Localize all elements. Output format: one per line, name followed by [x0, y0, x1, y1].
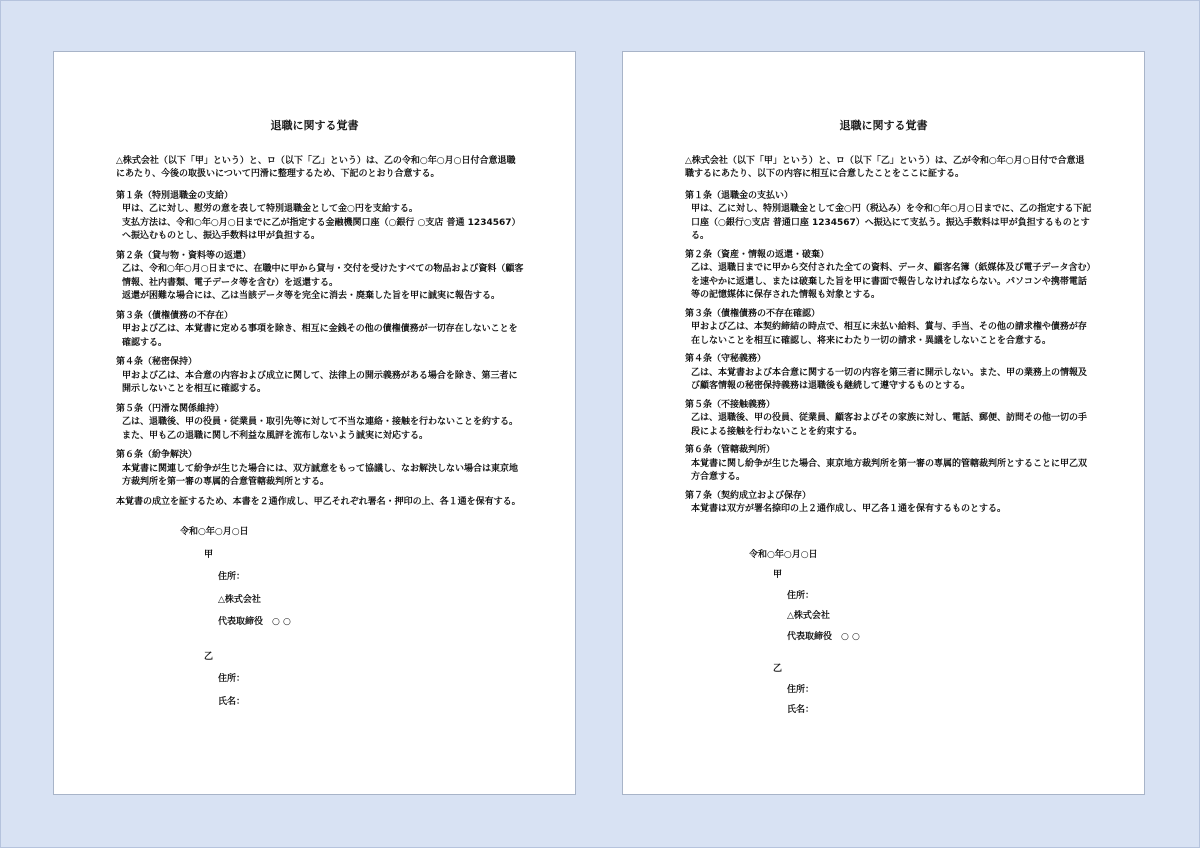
signing-date: 令和○年○月○日 [180, 527, 249, 537]
signature-block [116, 521, 575, 713]
intro-paragraph: △株式会社（以下「甲」という）と、ロ（以下「乙」という）は、乙の令和○年○月○日付合意退職にあたり、今後の取扱いについて円滑に整理するため、下記のとおり合意する。 [116, 155, 516, 179]
clause-text: 本覚書に関し紛争が生じた場合、東京地方裁判所を第一審の専属的管轄裁判所とすることに甲乙双方合意する。 [691, 458, 1088, 482]
party-a-representative: 代表取締役 ○ ○ [787, 631, 860, 642]
clause-text: 本覚書に関連して紛争が生じた場合には、双方誠意をもって協議し、なお解決しない場合は東京地方裁判所を第一審の専属的合意管轄裁判所とする。 [122, 463, 519, 487]
clause-heading: 第５条（不接触義務） [685, 399, 776, 410]
document-page-right [622, 51, 1145, 795]
clause-4 [685, 353, 1093, 394]
clause-text: 乙は、退職後、甲の役員・従業員・取引先等に対して不当な連絡・接触を行わないことを約する。 [122, 417, 519, 427]
signature-block [685, 545, 1144, 721]
clause-3 [116, 310, 524, 351]
clause-text: 支払方法は、令和○年○月○日までに乙が指定する金融機関口座（○銀行 ○支店 普通 1234567）へ振込むものとし、振込手数料は甲が負担する。 [122, 217, 521, 241]
intro-paragraph: △株式会社（以下「甲」という）と、ロ（以下「乙」という）は、乙が令和○年○月○日付で合意退職するにあたり、以下の内容に相互に合意したことをここに証する。 [685, 155, 1085, 179]
clause-6 [685, 444, 1093, 485]
clause-heading: 第１条（特別退職金の支給） [116, 190, 234, 201]
closing-paragraph: 本覚書の成立を証するため、本書を２通作成し、甲乙それぞれ署名・押印の上、各１通を保有する。 [116, 496, 521, 507]
clause-text: また、甲も乙の退職に関し不利益な風評を流布しないよう誠実に対応する。 [122, 430, 429, 441]
clause-heading: 第６条（管轄裁判所） [685, 445, 776, 455]
clause-text: 甲は、乙に対し、慰労の意を表して特別退職金として金○円を支給する。 [122, 204, 418, 214]
party-b-label: 乙 [204, 651, 214, 662]
clause-6 [116, 449, 524, 490]
document-page-left [53, 51, 576, 795]
clause-heading: 第４条（秘密保持） [116, 357, 198, 367]
clause-text: 甲および乙は、本契約締結の時点で、相互に未払い給料、賞与、手当、その他の請求権や債務が存在しないことを相互に確認し、将来にわたり一切の請求・異議をしないことを合意する。 [691, 322, 1087, 346]
clause-text: 乙は、退職後、甲の役員、従業員、顧客およびその家族に対し、電話、郵便、訪問その他一切の手段による接触を行わないことを約束する。 [691, 413, 1088, 437]
clause-heading: 第３条（債権債務の不存在確認） [685, 308, 821, 319]
party-b-label: 乙 [773, 664, 783, 674]
clause-heading: 第１条（退職金の支払い） [685, 190, 794, 201]
party-a-company: △株式会社 [218, 594, 261, 605]
clause-heading: 第２条（貸与物・資料等の返還） [116, 250, 252, 261]
clause-2 [116, 250, 524, 304]
clause-text: 乙は、令和○年○月○日までに、在職中に甲から貸与・交付を受けたすべての物品および資料（顧客情報、社内書類、電子データ等を含む）を返還する。 [122, 264, 524, 288]
clause-heading: 第７条（契約成立および保存） [685, 490, 812, 501]
party-b-name: 氏名： [218, 696, 246, 707]
party-a-address: 住所： [218, 572, 246, 582]
party-a-company: △株式会社 [787, 611, 830, 621]
clause-7 [685, 490, 1093, 517]
clause-1 [685, 190, 1093, 244]
clause-heading: 第２条（資産・情報の返還・破棄） [685, 249, 830, 260]
clause-1 [116, 190, 524, 244]
clause-4 [116, 356, 524, 397]
party-b-name: 氏名： [787, 705, 815, 715]
clause-text: 甲および乙は、本覚書に定める事項を除き、相互に金銭その他の債権債務が一切存在しないことを確認する。 [122, 324, 518, 348]
party-a-representative: 代表取締役 ○ ○ [218, 617, 291, 627]
clause-heading: 第３条（債権債務の不存在） [116, 310, 234, 321]
signing-date: 令和○年○月○日 [749, 549, 818, 560]
clause-3 [685, 308, 1093, 349]
clause-5 [685, 399, 1093, 440]
clause-text: 乙は、本覚書および本合意に関する一切の内容を第三者に開示しない。また、甲の業務上の情報及び顧客情報の秘密保持義務は退職後も継続して遵守するものとする。 [691, 367, 1088, 391]
clause-heading: 第４条（守秘義務） [685, 354, 767, 364]
clause-text: 乙は、退職日までに甲から交付された全ての資料、データ、顧客名簿（紙媒体及び電子データ含む）を速やかに返還し、または破棄した旨を甲に書面で報告しなければならない。パソコンや携帯電話等の記憶媒体に保存された情報も対象とする。 [691, 263, 1091, 300]
clause-2 [685, 249, 1093, 303]
clause-text: 返還が困難な場合には、乙は当該データ等を完全に消去・廃棄した旨を甲に誠実に報告する。 [122, 291, 501, 301]
party-a-label: 甲 [773, 570, 783, 580]
clause-heading: 第６条（紛争解決） [116, 450, 198, 460]
party-b-address: 住所： [218, 674, 246, 684]
party-b-address: 住所： [787, 684, 815, 695]
clause-text: 本覚書は双方が署名捺印の上２通作成し、甲乙各１通を保有するものとする。 [691, 504, 1007, 514]
clause-heading: 第５条（円滑な関係維持） [116, 403, 225, 414]
page-title: 退職に関する覚書 [839, 119, 928, 132]
party-a-label: 甲 [204, 549, 214, 560]
clause-5 [116, 403, 524, 444]
clause-text: 甲は、乙に対し、特別退職金として金○円（税込み）を令和○年○月○日までに、乙の指定する下記口座（○銀行○支店 普通口座 1234567）へ振込にて支払う。振込手数料は甲が負担するものとする。 [691, 204, 1092, 241]
page-title: 退職に関する覚書 [270, 119, 359, 132]
party-a-address: 住所： [787, 590, 815, 601]
clause-text: 甲および乙は、本合意の内容および成立に関して、法律上の開示義務がある場合を除き、第三者に開示しないことを相互に確認する。 [122, 370, 518, 394]
